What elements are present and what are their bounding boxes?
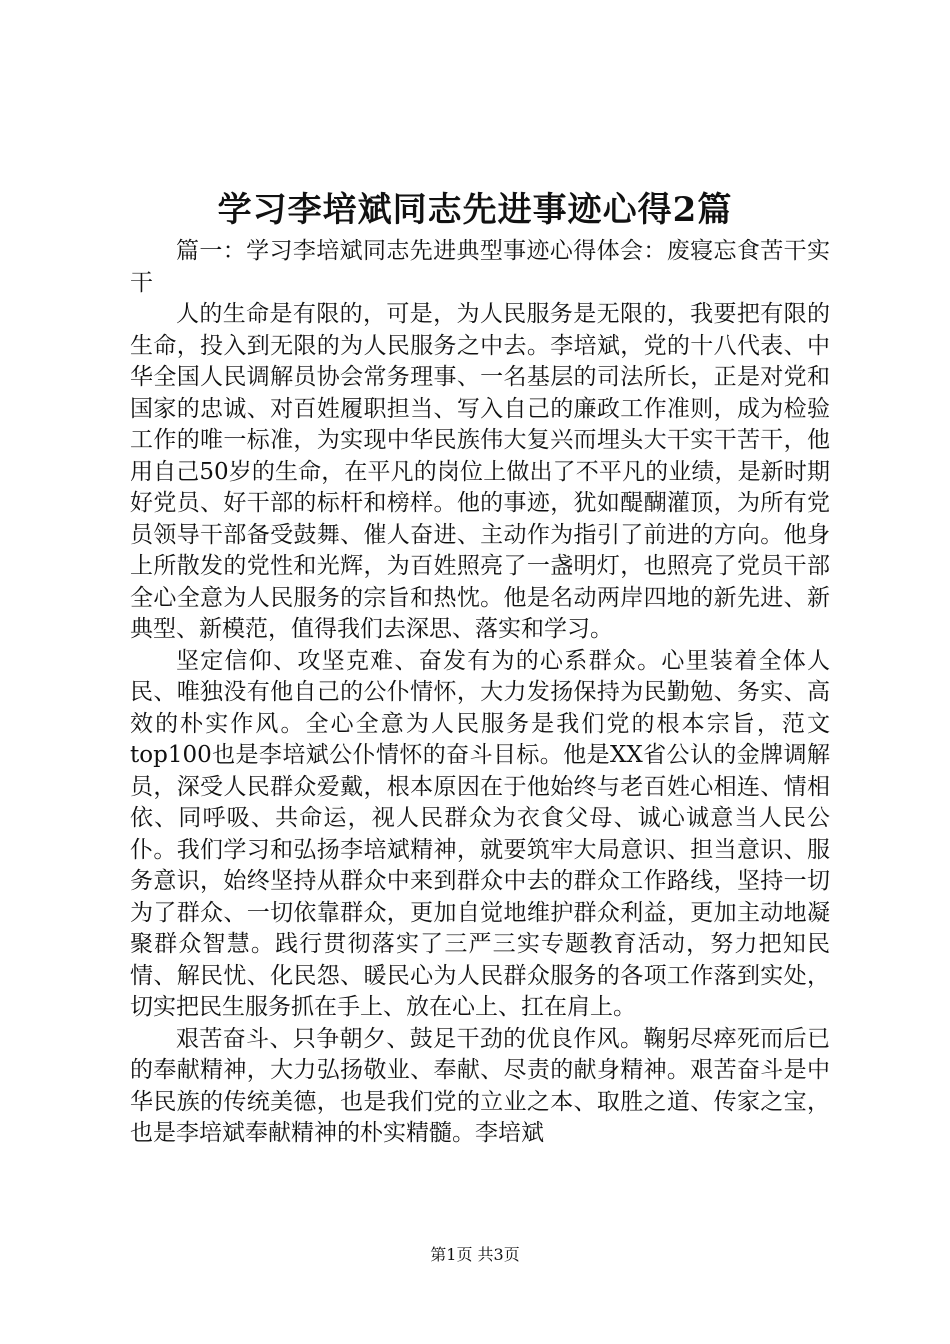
document-title: 学习李培斌同志先进事迹心得2篇 [217,190,733,230]
body-paragraph: 坚定信仰、攻坚克难、奋发有为的心系群众。心里装着全体人民、唯独没有他自己的公仆情怀，大力发扬保持为民勤勉、务实、高效的朴实作风。全心全意为人民服务是我们党的根本宗旨，范文top100也是李培斌公仆情怀的奋斗目标。他是XX省公认的金牌调解员，深受人民群众爱戴，根本原因在于他始终与老百姓心相连、情相依、同呼吸、共命运，视人民群众为衣食父母、诚心诚意当人民公仆。我们学习和弘扬李培斌精神，就要筑牢大局意识、担当意识、服务意识，始终坚持从群众中来到群众中去的群众工作路线，坚持一切为了群众、一切依靠群众，更加自觉地维护群众利益，更加主动地凝聚群众智慧。践行贯彻落实了三严三实专题教育活动，努力把知民情、解民忧、化民怨、暖民心为人民群众服务的各项工作落到实处，切实把民生服务抓在手上、放在心上、扛在肩上。 [130,647,830,1020]
body-paragraph: 艰苦奋斗、只争朝夕、鼓足干劲的优良作风。鞠躬尽瘁死而后已的奉献精神，大力弘扬敬业、奉献、尽责的献身精神。艰苦奋斗是中华民族的传统美德，也是我们党的立业之本、取胜之道、传家之宝，也是李培斌奉献精神的朴实精髓。李培斌 [130,1025,830,1146]
body-paragraph: 人的生命是有限的，可是，为人民服务是无限的，我要把有限的生命，投入到无限的为人民服务之中去。李培斌，党的十八代表、中华全国人民调解员协会常务理事、一名基层的司法所长，正是对党和国家的忠诚、对百姓履职担当、写入自己的廉政工作准则，成为检验工作的唯一标准，为实现中华民族伟大复兴而埋头大干实干苦干，他用自己50岁的生命，在平凡的岗位上做出了不平凡的业绩，是新时期好党员、好干部的标杆和榜样。他的事迹，犹如醍醐灌顶，为所有党员领导干部备受鼓舞、催人奋进、主动作为指引了前进的方向。他身上所散发的党性和光辉，为百姓照亮了一盏明灯，也照亮了党员干部全心全意为人民服务的宗旨和热忱。他是名动两岸四地的新先进、新典型、新模范，值得我们去深思、落实和学习。 [130,301,830,642]
page-number-footer: 第1页 共3页 [430,1245,520,1264]
section-heading: 篇一：学习李培斌同志先进典型事迹心得体会：废寝忘食苦干实干 [130,238,830,296]
document-body [130,236,830,1150]
